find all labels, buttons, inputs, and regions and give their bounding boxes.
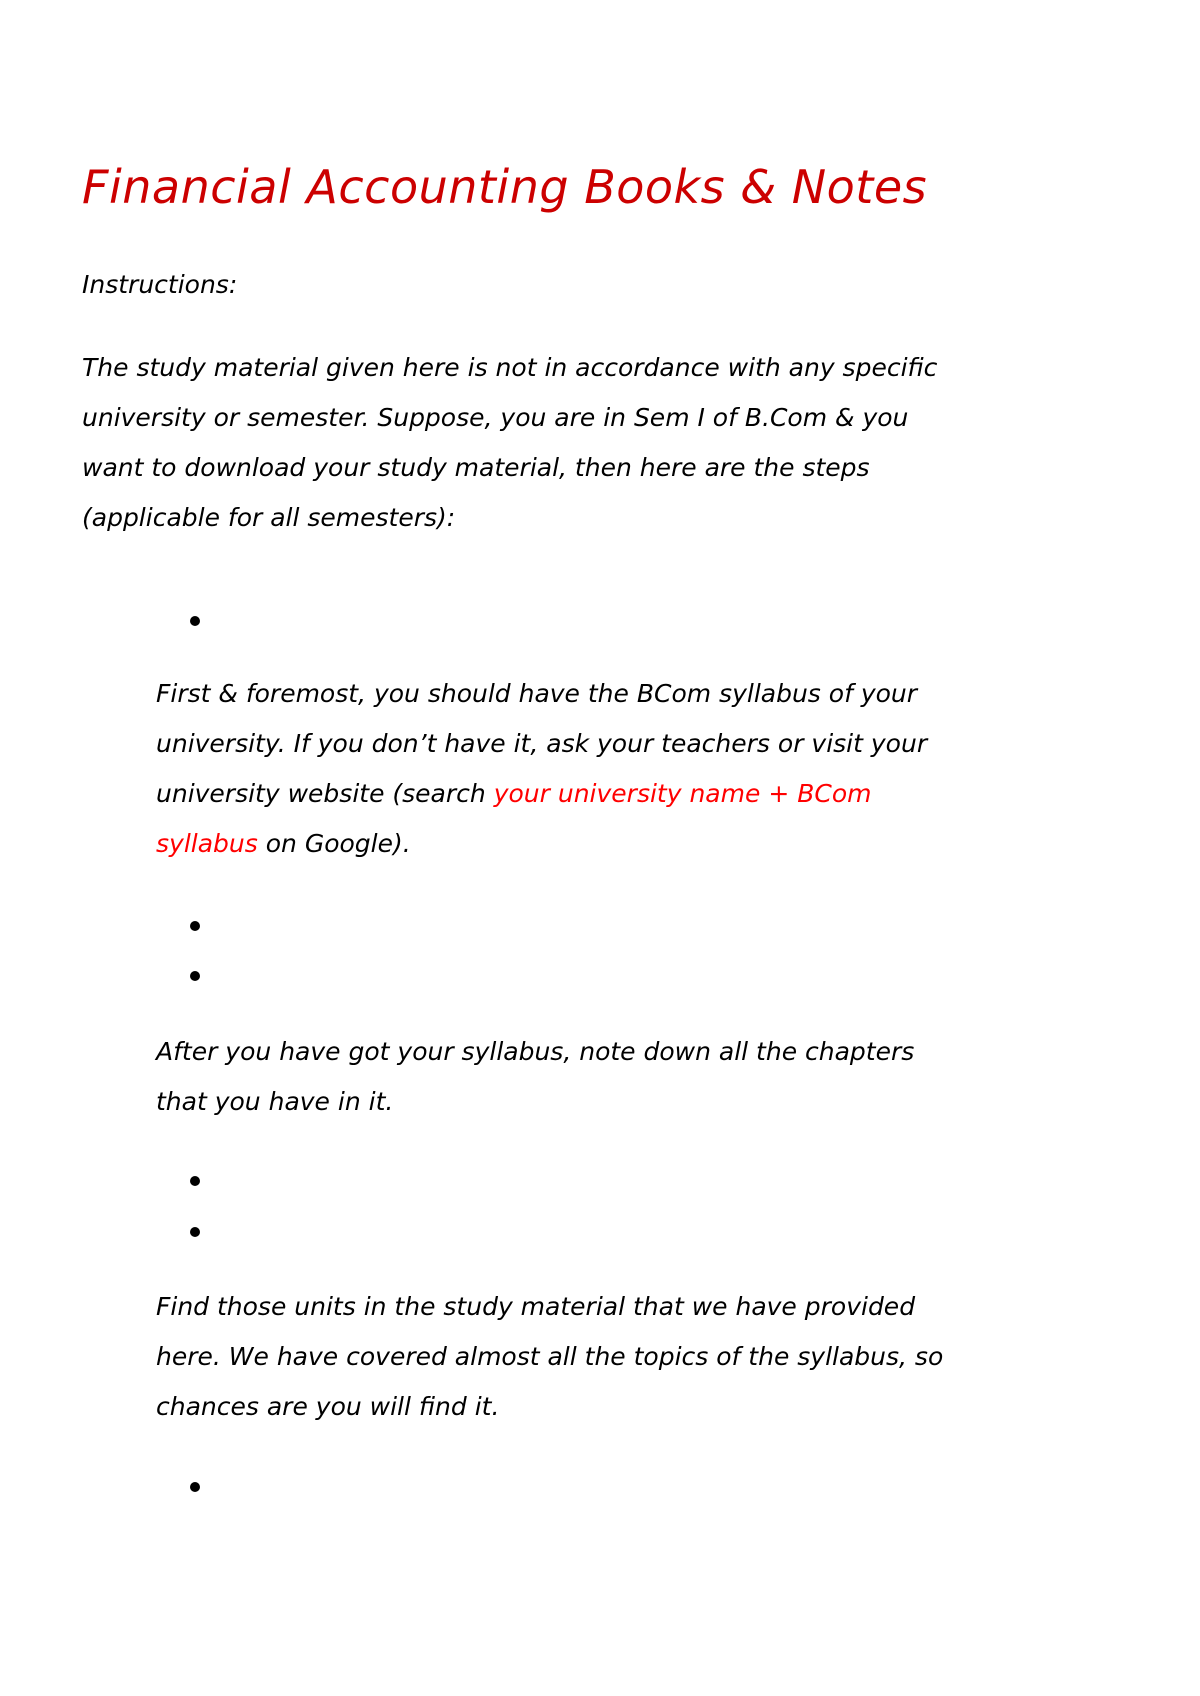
- step-1-line: [156, 819, 1106, 869]
- instructions-heading: Instructions:: [82, 270, 238, 299]
- bullet-icon: [190, 971, 200, 981]
- step-1-text: university website (search: [156, 779, 494, 808]
- intro-line: want to download your study material, then here are the steps: [82, 453, 870, 482]
- intro-line: (applicable for all semesters):: [82, 503, 456, 532]
- bullet-icon: [190, 616, 200, 626]
- step-1-text: on Google).: [257, 829, 411, 858]
- step-2-line: After you have got your syllabus, note down all the chapters: [156, 1037, 915, 1066]
- intro-paragraph: [82, 343, 1102, 543]
- search-query-highlight: your university name + BCom: [493, 779, 872, 808]
- step-1-paragraph: [156, 669, 1106, 869]
- step-3-paragraph: [156, 1282, 1106, 1432]
- step-1-line: [156, 769, 1106, 819]
- intro-line: The study material given here is not in accordance with any specific: [82, 353, 938, 382]
- document-title: Financial Accounting Books & Notes: [82, 160, 928, 214]
- bullet-icon: [190, 1482, 200, 1492]
- step-3-line: here. We have covered almost all the topics of the syllabus, so: [156, 1342, 944, 1371]
- step-1-line: university. If you don’t have it, ask your teachers or visit your: [156, 729, 928, 758]
- step-2-paragraph: [156, 1027, 1106, 1127]
- step-2-line: that you have in it.: [156, 1087, 394, 1116]
- search-query-highlight: syllabus: [156, 829, 258, 858]
- step-1-line: First & foremost, you should have the BCom syllabus of your: [156, 679, 918, 708]
- bullet-icon: [190, 1227, 200, 1237]
- bullet-icon: [190, 1176, 200, 1186]
- bullet-icon: [190, 921, 200, 931]
- intro-line: university or semester. Suppose, you are in Sem I of B.Com & you: [82, 403, 909, 432]
- step-3-line: chances are you will find it.: [156, 1392, 500, 1421]
- step-3-line: Find those units in the study material that we have provided: [156, 1292, 916, 1321]
